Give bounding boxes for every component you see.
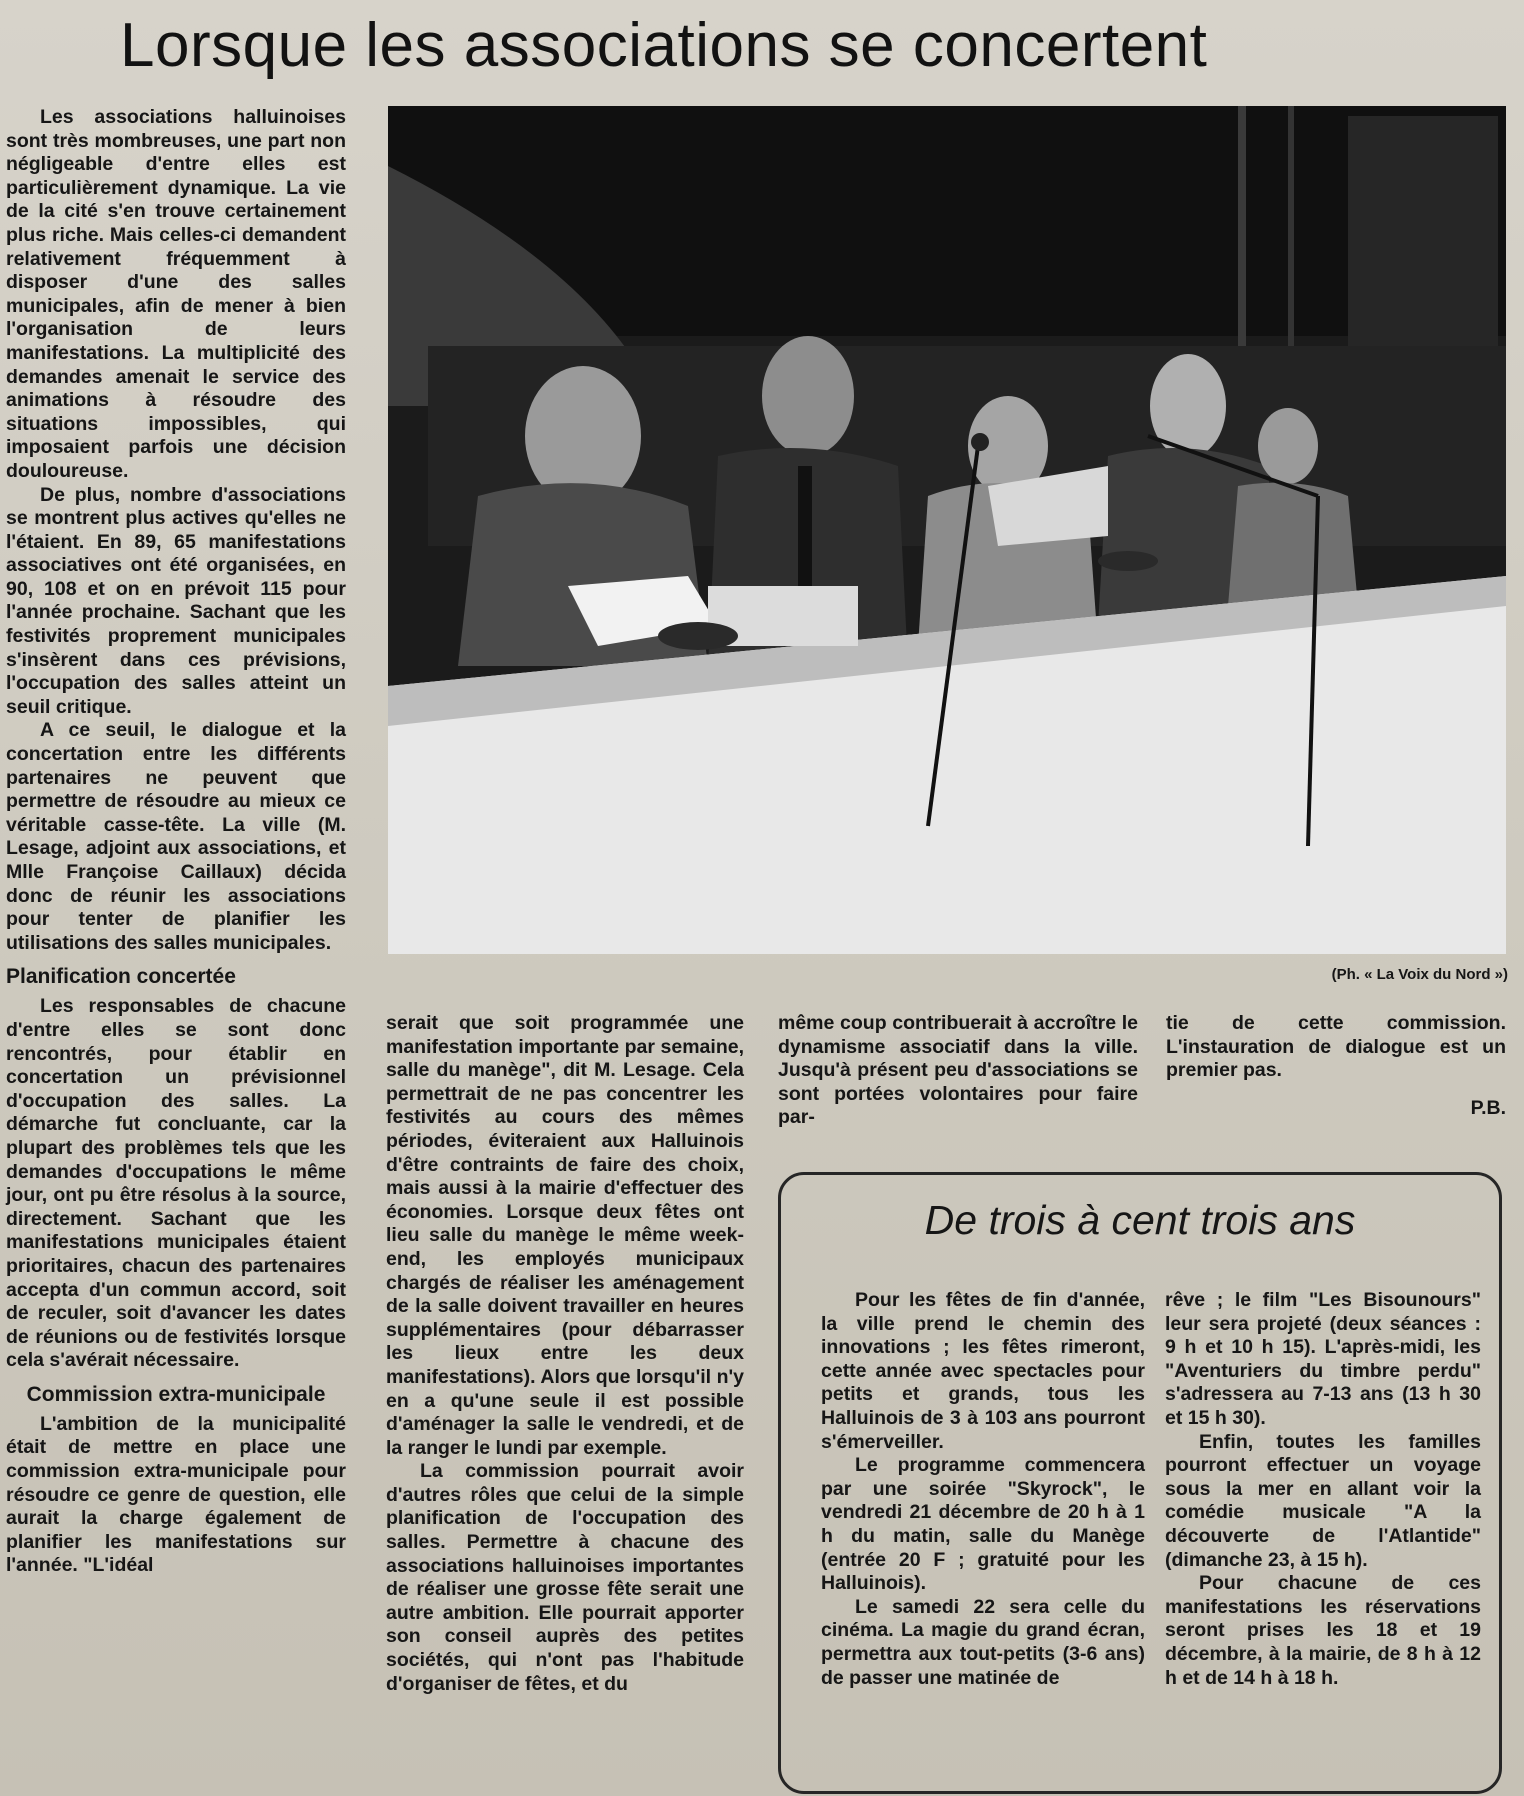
paragraph: Le samedi 22 sera celle du cinéma. La magie du grand écran, permettra aux tout-petits (3-6 ans) de passer une matinée de xyxy=(821,1595,1145,1689)
paragraph: tie de cette commission. L'instauration de dialogue est un premier pas. xyxy=(1166,1012,1506,1082)
article-column-3 xyxy=(778,1012,1138,1130)
article-column-1 xyxy=(6,106,346,1578)
paragraph: rêve ; le film "Les Bisounours" leur sera projeté (deux séances : 9 h et 10 h 15). L'après-midi, les "Aventuriers du timbre perdu" s'adressera au 7-13 ans (13 h 30 et 15 h 30). xyxy=(1165,1289,1481,1429)
paragraph: Les associations halluinoises sont très mombreuses, une part non négligeable d'entre elles est particulièrement dynamique. La vie de la cité s'en trouve certainement plus riche. Mais celles-ci demandent relativement fréquemment à disposer d'une des salles municipales, afin de mener à bien l'organisation de leurs manifestations. La multiplicité des demandes amenait le service des animations à résoudre des situations impossibles, qui imposaient parfois une décision douloureuse. xyxy=(6,106,346,482)
paragraph: Le programme commencera par une soirée "Skyrock", le vendredi 21 décembre de 20 h à 1 h du matin, salle du Manège (entrée 20 F ; gratuité pour les Halluinois). xyxy=(821,1454,1145,1595)
photo-credit: (Ph. « La Voix du Nord ») xyxy=(1331,966,1508,983)
paragraph: Les responsables de chacune d'entre elles se sont donc rencontrés, pour établir en concertation un prévisionnel d'occupation des salles. La démarche fut concluante, car la plupart des problèmes tels que les demandes d'occupations le même jour, ont pu être résolus à la source, directement. Sachant que les manifestations municipales étaient prioritaires, chacun des partenaires accepta d'un commun accord, soit de reculer, soit d'avancer les dates de réunions ou de festivités lorsque cela s'avérait nécessaire. xyxy=(6,995,346,1372)
subheading-commission: Commission extra-municipale xyxy=(26,1382,326,1406)
article-column-2 xyxy=(386,1012,744,1696)
paragraph: serait que soit programmée une manifestation importante par semaine, salle du manège", dit M. Lesage. Cela permettrait de ne pas concentrer les festivités au cours des mêmes périodes, éviteraient aux Halluinois d'être contraints de faire des choix, mais aussi à la mairie d'effectuer des économies. Lorsque deux fêtes ont lieu salle du manège le même week-end, les employés municipaux chargés de réaliser les aménagement de la salle doivent travailler en heures supplémentaires (pour débarrasser les lieux entre les deux manifestations). Alors que lorsqu'il n'y en a qu'une seule il est possible d'aménager la salle le vendredi, et de la ranger le lundi par exemple. xyxy=(386,1012,744,1459)
paragraph: Pour chacune de ces manifestations les réservations seront prises les 18 et 19 décembre, à la mairie, de 8 h à 12 h et de 14 h à 18 h. xyxy=(1165,1572,1481,1689)
paragraph: A ce seuil, le dialogue et la concertation entre les différents partenaires ne peuvent que permettre de résoudre au mieux ce véritable casse-tête. La ville (M. Lesage, adjoint aux associations, et Mlle Françoise Caillaux) décida donc de réunir les associations pour tenter de planifier les utilisations des salles municipales. xyxy=(6,719,346,954)
paragraph: même coup contribuerait à accroître le dynamisme associatif dans la ville. Jusqu'à présent peu d'associations se sont portées volontaires pour faire par- xyxy=(778,1012,1138,1129)
author-signature: P.B. xyxy=(1470,1096,1506,1119)
box-column-2 xyxy=(1165,1289,1481,1690)
sidebar-box xyxy=(778,1172,1502,1794)
meeting-photo xyxy=(388,106,1506,954)
paragraph: La commission pourrait avoir d'autres rôles que celui de la simple planification de l'occupation des salles. Permettre à chacune des associations halluinoises importantes de réaliser une grosse fête serait une autre ambition. Elle pourrait apporter son conseil auprès des petites sociétés, qui n'ont pas l'habitude d'organiser de fêtes, et du xyxy=(386,1460,744,1695)
paragraph: Pour les fêtes de fin d'année, la ville prend le chemin des innovations ; les fêtes rimeront, cette année avec spectacles pour petits et grands, tous les Halluinois de 3 à 103 ans pourront s'émerveiller. xyxy=(821,1289,1145,1453)
box-column-1 xyxy=(821,1289,1145,1690)
paragraph: De plus, nombre d'associations se montrent plus actives qu'elles ne l'étaient. En 89, 65 manifestations associatives ont été organisées, en 90, 108 et on en prévoit 115 pour l'année prochaine. Sachant que les festivités proprement municipales s'insèrent dans ces prévisions, l'occupation des salles atteint un seuil critique. xyxy=(6,483,346,718)
headline: Lorsque les associations se concertent xyxy=(120,11,1208,80)
meeting-photo-illustration xyxy=(388,106,1506,954)
box-title: De trois à cent trois ans xyxy=(924,1197,1356,1243)
paragraph: Enfin, toutes les familles pourront effectuer un voyage sous la mer en allant voir la comédie musicale "A la découverte de l'Atlantide" (dimanche 23, à 15 h). xyxy=(1165,1430,1481,1571)
subheading-planification: Planification concertée xyxy=(6,965,236,989)
paragraph: L'ambition de la municipalité était de mettre en place une commission extra-municipale pour résoudre ce genre de question, elle aurait la charge également de planifier les manifestations sur l'année. "L'idéal xyxy=(6,1412,346,1577)
article-column-4 xyxy=(1166,1012,1506,1120)
